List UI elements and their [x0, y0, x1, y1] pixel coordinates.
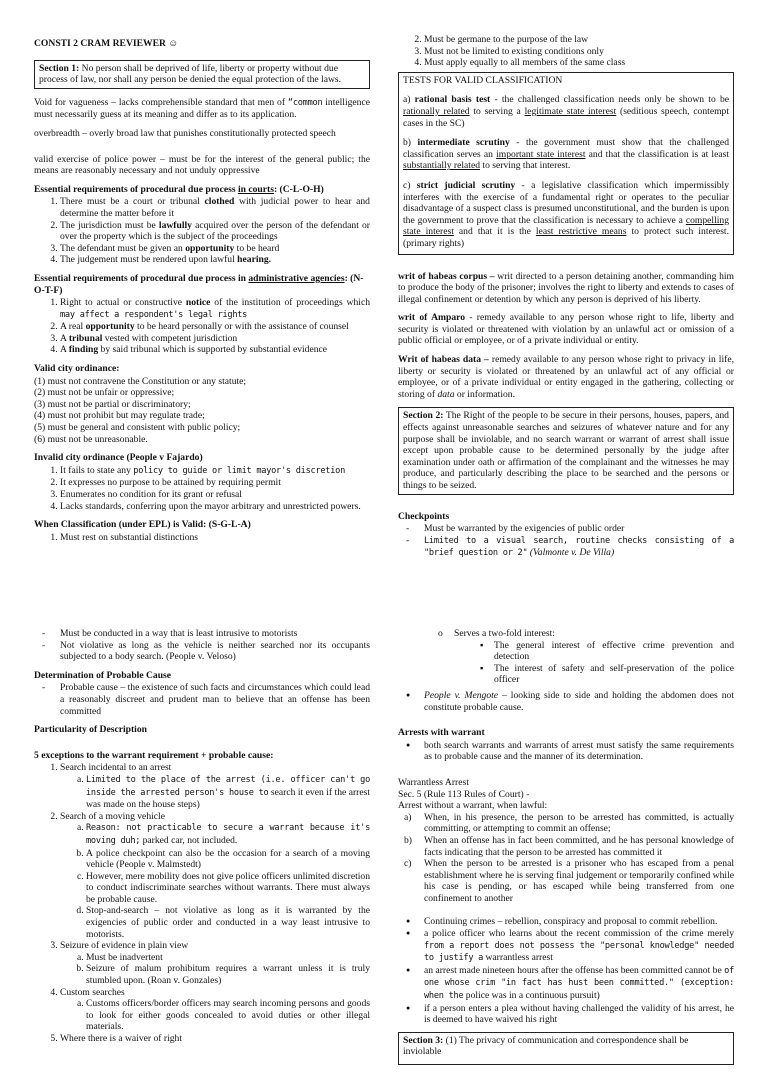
- list-item: ● Continuing crimes – rebellion, conspiracy and proposal to commit rebellion.: [424, 916, 734, 928]
- list-item: ▪ The general interest of effective crime prevention and detection: [494, 640, 734, 663]
- section2-text: [403, 410, 729, 491]
- t-text: and that it is the: [453, 226, 536, 238]
- list-item: 4. Lacks standards, conferring upon the mayor arbitrary and unrestricted powers.: [60, 501, 370, 513]
- list-item: ● both search warrants and warrants of arrest must satisfy the same requirements as to probable cause and the manner of its determination.: [424, 740, 734, 763]
- section1-box: [34, 60, 370, 89]
- document-title-text: CONSTI 2 CRAM REVIEWER: [34, 38, 166, 49]
- page2-left-column: [34, 628, 370, 1045]
- li-text: to be heard: [234, 242, 280, 254]
- t-under: legitimate state interest: [524, 105, 617, 117]
- t-under: important state interest: [496, 148, 586, 160]
- hc-bold: writ of habeas corpus –: [398, 270, 495, 282]
- hd-text: or information.: [454, 388, 515, 400]
- list-item: 5. Where there is a waiver of right: [60, 1033, 370, 1045]
- particularity-heading: Particularity of Description: [34, 724, 147, 736]
- list-item: c) When the person to be arrested is a prisoner who has escaped from a penal establishment where he is serving final judgement or temporarily confined while his case is pending, or has escaped while being transferred from one confinement to another: [424, 858, 734, 904]
- list-item: [60, 254, 370, 266]
- list-item: [60, 344, 370, 356]
- li-text: parked car, not included.: [140, 834, 238, 846]
- li-text: A: [60, 344, 69, 356]
- hd-italic: data: [437, 388, 455, 400]
- document-title: [34, 38, 370, 50]
- list-item: c. However, mere mobility does not give police officers unlimited discretion to conduct indiscriminate searches without warrants. There must always be probable cause.: [86, 871, 370, 906]
- amparo-bold: writ of Amparo: [398, 312, 465, 324]
- t-label: a): [403, 94, 415, 106]
- habeas-corpus: [398, 271, 734, 306]
- t-under: rationally related: [403, 105, 470, 117]
- list-item: 1. Must rest on substantial distinctions: [60, 532, 370, 544]
- t-text: - a legislative classification which impermissibly interferes with the exercise of a fundamental right or operates to the peculiar disadvantage of a suspect class is presumed unconstitutional, and the burden is upon the government to prove that the classification is necessary to achieve a: [403, 179, 729, 226]
- li-text: acquired over the person of the defendant or over the property which is the subject of the proceedings: [60, 219, 370, 243]
- amparo-text: - remedy available to any person whose right to life, liberty and security is violated or threatened with violation by an unlawful act or omission of a public official or employee, or of a private individual or entity.: [398, 312, 734, 347]
- probable-cause-list: [34, 682, 370, 717]
- t-text: to serving a: [469, 105, 525, 117]
- courts-list: [34, 196, 370, 266]
- list-item: [60, 940, 370, 986]
- courts-heading-b: in courts: [237, 183, 274, 195]
- li-text: of the institution of proceedings which: [210, 297, 370, 309]
- list-item: [86, 822, 370, 847]
- stop-search-list: [34, 628, 370, 663]
- hd-text: remedy available to any person whose right to privacy in life, liberty or security is violated or threatened by an unlawful act of any official or employee, or of a private individual or entity engaged in the gathering, collecting or storing of: [398, 354, 734, 400]
- sub-list: [60, 822, 370, 940]
- list-item: (6) must not be unreasonable.: [34, 433, 148, 445]
- exceptions-heading: 5 exceptions to the warrant requirement + probable cause:: [34, 749, 274, 761]
- probable-cause-heading: Determination of Probable Cause: [34, 669, 172, 681]
- li-text: an arrest made nineteen hours after the offense has been committed cannot be: [424, 964, 725, 976]
- list-item: [60, 762, 370, 810]
- t-text: - the challenged classification needs only be shown to be: [490, 94, 730, 106]
- t-label: b): [403, 137, 418, 149]
- li-bold: finding: [68, 344, 99, 356]
- list-item: (1) must not contravene the Constitution or any statute;: [34, 375, 247, 387]
- li-text: warrantless arrest: [483, 952, 553, 964]
- li-text: police was in a continuous pursuit): [463, 990, 600, 1002]
- arrests-list: [398, 740, 734, 763]
- t-under: substantially related: [403, 160, 480, 172]
- li-text: A real: [60, 321, 86, 333]
- list-item: ● if a person enters a plea without having challenged the validity of his arrest, he is deemed to have waived his right: [424, 1003, 734, 1026]
- li-bold: opportunity: [85, 321, 135, 333]
- list-item: [454, 628, 734, 686]
- sub-list: [454, 640, 734, 686]
- t-text: - the government must show that the challenged classification serves an: [403, 137, 729, 160]
- li-handwritten: from a report does not possess the "personal knowledge" needed to justify a: [424, 940, 734, 964]
- document-page-2: [0, 622, 768, 1058]
- list-item: [60, 321, 370, 333]
- admin-list: [34, 297, 370, 356]
- section2-body: The Right of the people to be secure in their persons, houses, papers, and effects against unreasonable searches and seizures of whatever nature and for any purpose shall be inviolable, and no search warrant or warrant of arrest shall issue except upon probable cause to be determined personally by the judge after examination under oath or affirmation of the complainant and the witnesses he may produce, and particularly describing the place to be searched and the persons or things to be seized.: [403, 410, 729, 491]
- habeas-data: [398, 354, 734, 400]
- t-text: (seditious speech, contempt cases in the SC): [403, 105, 729, 129]
- list-item: [424, 928, 734, 965]
- list-item: [424, 690, 734, 713]
- checkpoints-heading: Checkpoints: [398, 510, 450, 522]
- li-handwritten: Limited to a visual search, routine checks consisting of a "brief question or 2": [424, 535, 734, 559]
- li-text: with judicial power to hear and determine the matter before it: [60, 196, 370, 219]
- t-under: least restrictive means: [535, 226, 627, 238]
- admin-heading-c: : (N-O-T-F): [34, 272, 364, 296]
- courts-heading-a: Essential requirements of procedural due process: [34, 183, 238, 195]
- list-item: [86, 774, 370, 811]
- hc-text: writ directed to a person detaining another, commanding him to produce the body of the prisoner; involves the right to liberty and extends to cases of illegal confinement or detention by which any person is deprived of his liberty.: [398, 270, 734, 305]
- li-text: to be heard personally or with the assistance of counsel: [134, 321, 349, 333]
- epl-list: [34, 532, 370, 544]
- two-fold-list: [398, 628, 734, 686]
- void-for-vagueness: [34, 97, 370, 121]
- li-bold: notice: [185, 297, 211, 309]
- list-item: 2. It expresses no purpose to be attained by requiring permit: [60, 477, 370, 489]
- list-item: 3. Must not be limited to existing conditions only: [424, 46, 734, 58]
- warrantless-notes: [398, 916, 734, 1025]
- void-text-a: Void for vagueness – lacks comprehensible standard that men of: [34, 96, 288, 108]
- list-item: a) When, in his presence, the person to be arrested has committed, is actually committing, or attempting to commit an offense;: [424, 812, 734, 835]
- list-item: 2. Must be germane to the purpose of the law: [424, 34, 734, 46]
- valid-ordinance-heading: Valid city ordinance:: [34, 363, 120, 375]
- li-text: The defendant must be given an: [60, 242, 186, 254]
- list-item: [60, 987, 370, 1033]
- li-text: search it even if the arrest was made on the house steps): [86, 786, 371, 811]
- li-bold: lawfully: [158, 219, 192, 231]
- section2-label: Section 2:: [403, 410, 444, 422]
- police-power: valid exercise of police power – must be for the interest of the general public; the means are reasonably necessary and not unduly oppressive: [34, 153, 370, 177]
- sub-list: [60, 998, 370, 1033]
- list-item: - Not violative as long as the vehicle is neither searched nor its occupants subjected to a body search. (People v. Veloso): [60, 640, 370, 663]
- li-bold: tribunal: [68, 332, 103, 344]
- section3-text: (1) The privacy of communication and correspondence shall be inviolable: [403, 1034, 689, 1058]
- li-handwritten: policy to guide or limit mayor's discretion: [133, 465, 345, 476]
- section3-label: Section 3:: [403, 1034, 444, 1046]
- t-bold: intermediate scrutiny: [417, 137, 510, 149]
- checkpoints-list: [398, 523, 734, 560]
- li-handwritten: of one whose crim "in fact has hust been committed." (exception: when the: [424, 965, 734, 1002]
- list-item: [60, 465, 370, 478]
- overbreadth: overbreadth – overly broad law that punishes constitutionally protected speech: [34, 127, 336, 139]
- t-text: and that the classification is at least: [585, 148, 730, 160]
- exceptions-list: [34, 762, 370, 1044]
- page1-right-column: [398, 34, 734, 567]
- li-bold: opportunity: [185, 242, 235, 254]
- t-label: c): [403, 179, 417, 191]
- li-text: There must be a court or tribunal: [60, 196, 205, 208]
- list-item: d. Stop-and-search – not violative as long as it is warranted by the exigencies of public order and conducted in a way least intrusive to motorists.: [86, 905, 370, 940]
- tests-box: [398, 72, 734, 255]
- list-item: - Must be warranted by the exigencies of public order: [424, 523, 734, 535]
- list-item: [60, 811, 370, 941]
- li-handwritten: may affect a respondent's legal rights: [60, 309, 248, 320]
- li-text: Serves a two-fold interest:: [454, 628, 555, 639]
- section1-text: No person shall be deprived of life, liberty or property without due process of law, nor shall any person be denied the equal protection of the laws.: [39, 62, 342, 86]
- invalid-ordinance-list: [34, 465, 370, 512]
- list-item: ▪ The interest of safety and self-preservation of the police officer: [494, 663, 734, 686]
- epl-heading: When Classification (under EPL) is Valid: (S-G-L-A): [34, 519, 251, 531]
- invalid-ordinance-heading: Invalid city ordinance (People v Fajardo): [34, 452, 203, 464]
- admin-heading-b: administrative agencies: [248, 272, 345, 284]
- li-text: a police officer who learns about the recent commission of the crime merely: [424, 928, 734, 940]
- courts-heading-c: : (C-L-O-H): [273, 183, 324, 195]
- section3-box: [398, 1032, 734, 1065]
- t-bold: rational basis test: [414, 94, 491, 106]
- test-strict-scrutiny: [403, 180, 729, 250]
- warrantless-list: [398, 812, 734, 905]
- list-item: a. Must be inadvertent: [86, 952, 370, 964]
- li-handwritten: Limited to the place of the arrest (i.e. officer can't go inside the arrested person's house to: [86, 774, 370, 798]
- t-bold: strict judicial scrutiny: [416, 179, 516, 191]
- admin-heading-a: Essential requirements of procedural due process in: [34, 272, 249, 284]
- li-text: – looking side to side and holding the abdomen does not constitute probable cause.: [424, 689, 734, 713]
- void-text-c: intelligence must necessarily guess at its meaning and differ as to its application.: [34, 96, 370, 121]
- li-handwritten: Reason: not practicable to secure a warrant because it's moving duh;: [86, 823, 370, 846]
- sub-list: [60, 774, 370, 811]
- li-bold: clothed: [204, 196, 235, 208]
- test-intermediate: [403, 137, 729, 172]
- li-text: The jurisdiction must be: [60, 219, 159, 231]
- smiley-icon: ☺: [168, 38, 179, 49]
- li-text: vested with competent jurisdiction: [102, 332, 238, 344]
- li-bold: hearing.: [237, 254, 272, 266]
- t-text: to serving that interest.: [480, 160, 571, 172]
- li-text: A: [60, 332, 69, 344]
- page1-left-column: [34, 38, 370, 550]
- list-item: (5) must be general and consistent with public policy;: [34, 422, 241, 434]
- admin-heading: [34, 273, 370, 296]
- list-item: b) When an offense has in fact been committed, and he has personal knowledge of facts indicating that the person to be arrested has committed it: [424, 835, 734, 858]
- warrantless-intro: Arrest without a warrant, when lawful:: [398, 800, 548, 812]
- list-item: b. A police checkpoint can also be the occasion for a search of a moving vehicle (People v. Malmstedt): [86, 848, 370, 871]
- courts-heading: [34, 184, 370, 196]
- list-item: [60, 333, 370, 345]
- section2-box: [398, 407, 734, 494]
- mengote-list: [398, 690, 734, 713]
- exc-text: Search incidental to an arrest: [60, 762, 172, 774]
- list-item: [60, 220, 370, 243]
- list-item: a. Customs officers/border officers may search incoming persons and goods to look for either goods concealed to avoid duties or other illegal materials.: [86, 998, 370, 1033]
- list-item: [60, 196, 370, 219]
- list-item: [60, 297, 370, 321]
- list-item: [60, 243, 370, 255]
- list-item: 4. Must apply equally to all members of the same class: [424, 57, 734, 69]
- tests-title: TESTS FOR VALID CLASSIFICATION: [403, 74, 563, 86]
- list-item: (4) must not prohibit but may regulate trade;: [34, 410, 205, 422]
- list-item: (3) must not be partial or discriminatory;: [34, 398, 191, 410]
- exc-text: Search of a moving vehicle: [60, 810, 165, 822]
- li-text: It fails to state any: [60, 464, 134, 476]
- list-item: b. Seizure of malum prohibitum requires a warrant unless it is truly stumbled upon. (Roan v. Gonzales): [86, 963, 370, 986]
- list-item: (2) must not be unfair or oppressive;: [34, 387, 175, 399]
- list-item: - Must be conducted in a way that is least intrusive to motorists: [60, 628, 370, 640]
- warrantless-heading: Warrantless Arrest: [398, 776, 469, 788]
- epl-list-continued: [398, 34, 734, 69]
- void-text-b: “common: [287, 97, 323, 108]
- list-item: - Probable cause – the existence of such facts and circumstances which could lead a reasonably discreet and prudent man to believe that an offense has been committed: [60, 682, 370, 717]
- li-text: Right to actual or constructive: [60, 297, 186, 309]
- warrantless-sec: Sec. 5 (Rule 113 Rules of Court) -: [398, 788, 530, 800]
- list-item: 3. Enumerates no condition for its grant or refusal: [60, 489, 370, 501]
- li-italic: People v. Mengote: [424, 689, 499, 701]
- arrests-heading: Arrests with warrant: [398, 727, 485, 739]
- t-text: to protect such interest. (primary rights): [403, 226, 729, 249]
- writ-of-amparo: [398, 312, 734, 347]
- section1-label: Section 1:: [39, 62, 80, 74]
- li-text: The judgement must be rendered upon lawful: [60, 254, 238, 266]
- li-text: by said tribunal which is supported by substantial evidence: [98, 344, 328, 356]
- hd-bold: Writ of habeas data –: [398, 354, 489, 366]
- exc-text: Custom searches: [60, 986, 125, 998]
- page2-right-column: [398, 628, 734, 1073]
- exc-text: Seizure of evidence in plain view: [60, 940, 189, 952]
- list-item: [424, 535, 734, 560]
- li-italic: (Valmonte v. De Villa): [527, 547, 615, 559]
- valid-ordinance-list: [34, 376, 370, 446]
- sub-list: [60, 952, 370, 987]
- t-under: compelling state interest: [403, 214, 729, 238]
- test-rational-basis: [403, 94, 729, 129]
- list-item: [424, 965, 734, 1003]
